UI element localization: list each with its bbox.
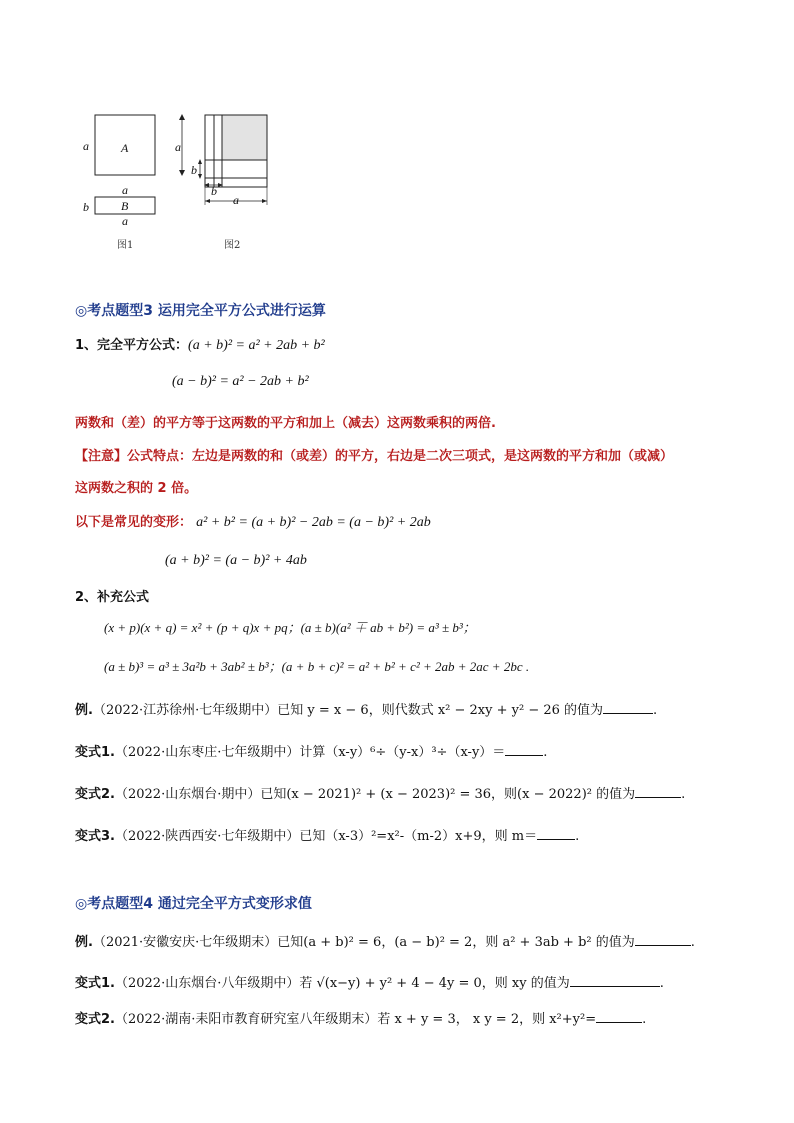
figure-squares <box>75 105 285 255</box>
fig1-caption: 图1 <box>117 240 134 251</box>
note-line-2: 这两数之积的 2 倍。 <box>75 481 198 496</box>
formula-square-sum: (a + b)² = a² + 2ab + b² <box>188 338 325 353</box>
item1-line <box>75 334 325 354</box>
formula-square-diff: (a − b)² = a² − 2ab + b² <box>172 374 309 389</box>
fig1-label-a-top: a <box>122 183 128 197</box>
variant-3-1: 变式1.（2022·山东枣庄·七年级期中）计算（x-y）⁶÷（y-x）³÷（x-y）＝ . <box>75 745 548 760</box>
variant-4-2: 变式2.（2022·湖南·耒阳市教育研究室八年级期末）若 x + y = 3， x y = 2，则 x²+y²= . <box>75 1012 647 1027</box>
note-line-1: 【注意】公式特点：左边是两数的和（或差）的平方，右边是二次三项式，是这两数的平方和加（或减） <box>75 449 674 464</box>
supp-formula-1: (x + p)(x + q) = x² + (p + q)x + pq；(a ± b)(a² ∓ ab + b²) = a³ ± b³； <box>104 620 476 635</box>
fig2-label-b-left: b <box>191 163 197 177</box>
supp-formula-2: (a ± b)³ = a³ ± 3a²b + 3ab² ± b³；(a + b + c)² = a² + b² + c² + 2ab + 2ac + 2bc . <box>104 659 530 674</box>
variants-prefix: 以下是常见的变形： <box>75 515 193 530</box>
fig1-label-B: B <box>121 199 129 213</box>
fig2-caption: 图2 <box>224 240 241 251</box>
variant-3-3: 变式3.（2022·陕西西安·七年级期中）已知（x-3）²=x²-（m-2）x+9，则 m＝ . <box>75 829 580 844</box>
section3-heading: ◎考点题型3 运用完全平方公式进行运算 <box>75 303 326 319</box>
variant-formula-2: (a + b)² = (a − b)² + 4ab <box>165 553 307 568</box>
fig1-label-a-bottom: a <box>122 214 128 228</box>
fig1-label-A: A <box>121 141 129 155</box>
section4-heading: ◎考点题型4 通过完全平方式变形求值 <box>75 896 312 912</box>
variant-4-1: 变式1.（2022·山东烟台·八年级期中）若 √(x−y) + y² + 4 − 4y = 0，则 xy 的值为 . <box>75 976 664 991</box>
example-3: 例.（2022·江苏徐州·七年级期中）已知 y = x − 6，则代数式 x² − 2xy + y² − 26 的值为 . <box>75 703 658 718</box>
example-4: 例.（2021·安徽安庆·七年级期末）已知(a + b)² = 6，(a − b)² = 2，则 a² + 3ab + b² 的值为 . <box>75 935 695 950</box>
item2-heading: 2、补充公式 <box>75 590 150 605</box>
fig2-label-a-left: a <box>175 140 181 154</box>
variant-3-2: 变式2.（2022·山东烟台·期中）已知(x − 2021)² + (x − 2023)² = 36，则(x − 2022)² 的值为 . <box>75 787 686 802</box>
fig2-label-a-bottom: a <box>233 193 239 207</box>
fig1-label-b-left: b <box>83 200 89 214</box>
fig2-label-b-bottom: b <box>211 184 217 198</box>
fig1-label-a-left: a <box>83 139 89 153</box>
item1-prefix: 1、完全平方公式： <box>75 338 189 353</box>
variants-line <box>75 511 431 531</box>
variant-formula-1: a² + b² = (a + b)² − 2ab = (a − b)² + 2ab <box>196 515 431 530</box>
fig2-shaded <box>222 115 267 160</box>
rule-text: 两数和（差）的平方等于这两数的平方和加上（减去）这两数乘积的两倍. <box>75 416 496 431</box>
